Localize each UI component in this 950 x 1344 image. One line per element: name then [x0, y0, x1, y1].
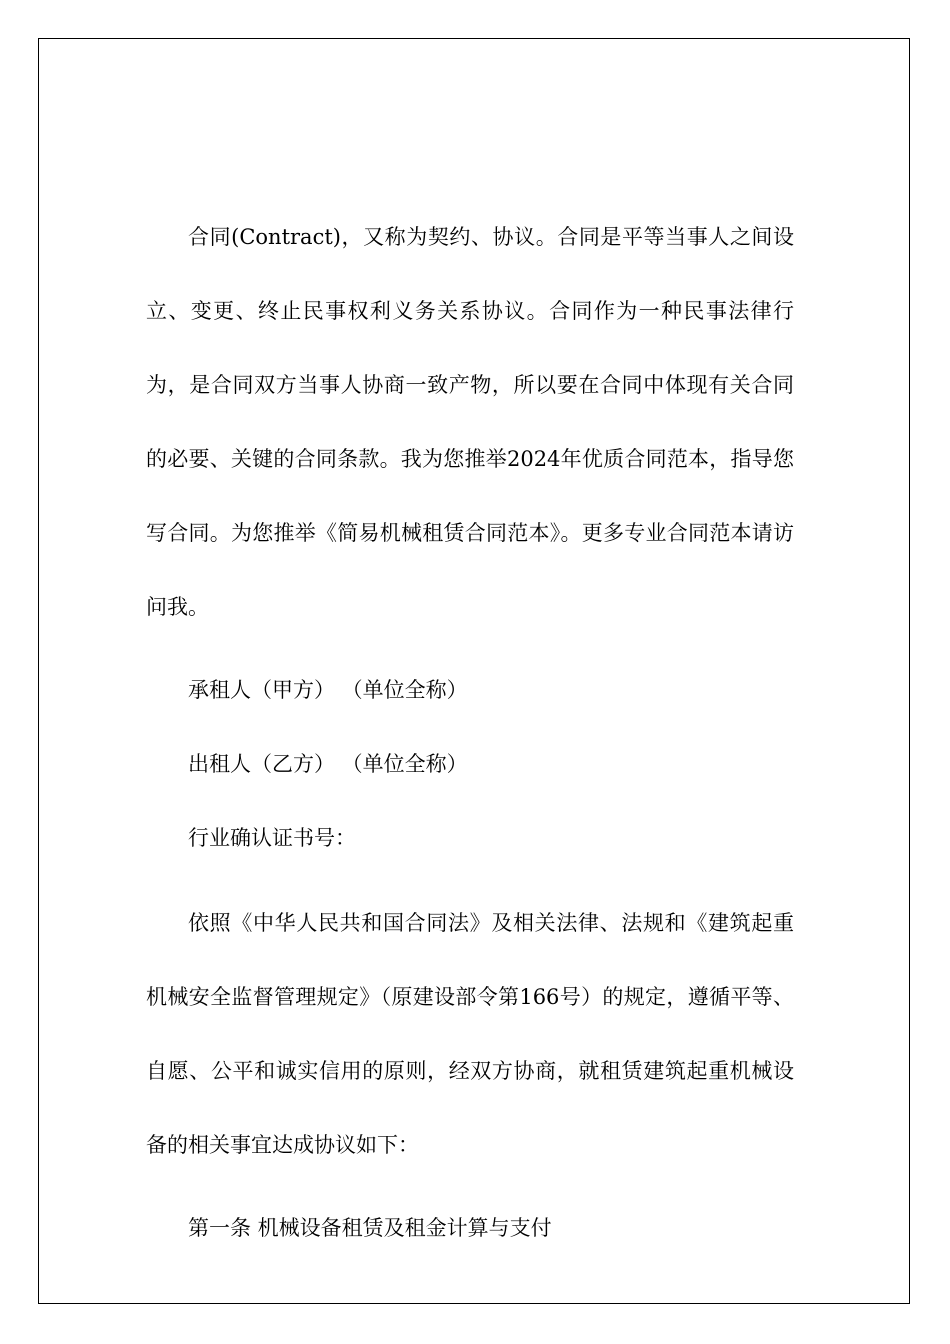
document-body	[146, 200, 794, 1276]
intro-paragraph: 合同(Contract)，又称为契约、协议。合同是平等当事人之间设立、变更、终止民事权利义务关系协议。合同作为一种民事法律行为，是合同双方当事人协商一致产物，所以要在合同中体现有关合同的必要、关键的合同条款。我为您推举2024年优质合同范本，指导您写合同。为您推举《简易机械租赁合同范本》。更多专业合同范本请访问我。	[146, 225, 794, 619]
certificate-line: 行业确认证书号：	[188, 826, 356, 850]
lessor-line: 出租人（乙方） （单位全称）	[188, 752, 468, 776]
article-1-heading: 第一条 机械设备租赁及租金计算与支付	[188, 1216, 552, 1240]
basis-paragraph: 依照《中华人民共和国合同法》及相关法律、法规和《建筑起重机械安全监督管理规定》（原建设部令第166号）的规定，遵循平等、自愿、公平和诚实信用的原则，经双方协商，就租赁建筑起重机械设备的相关事宜达成协议如下：	[146, 911, 794, 1157]
lessee-line: 承租人（甲方） （单位全称）	[188, 678, 468, 702]
